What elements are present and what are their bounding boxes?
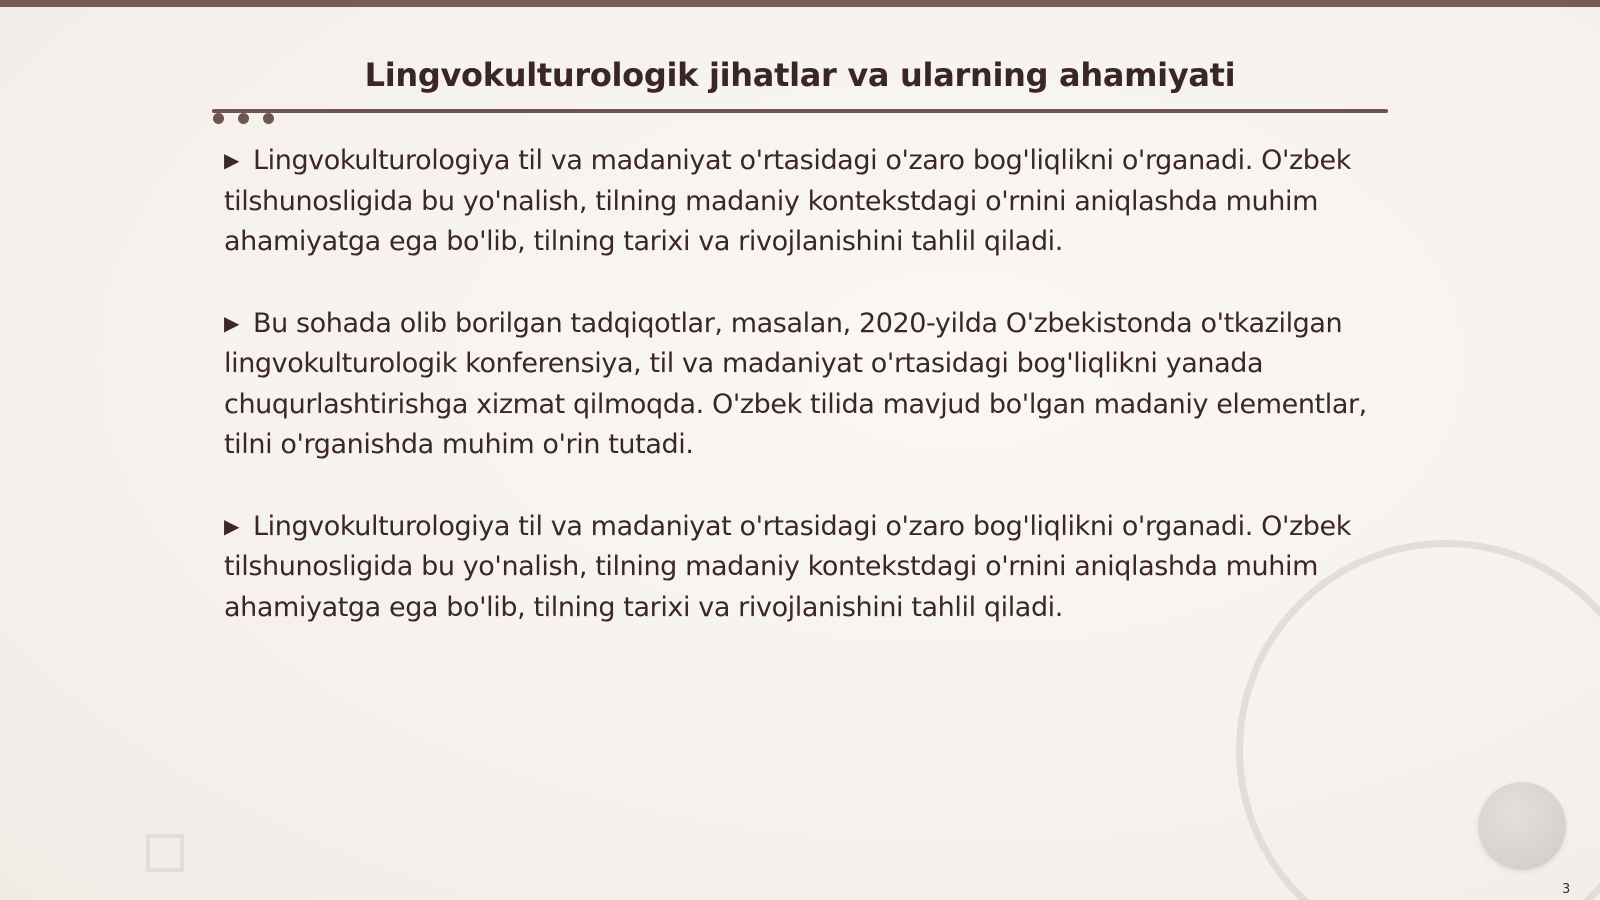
bullet-paragraph-text: Bu sohada olib borilgan tadqiqotlar, masalan, 2020-yilda O'zbekistonda o'tkazilgan lingvokulturologik konferensiya, til va madaniyat o'rtasidagi bog'liqlikni yanada chuqurlashtirishga xizmat qilmoqda. O'zbek tilida mavjud bo'lgan madaniy elementlar, tilni o'rganishda muhim o'rin tutadi. (224, 307, 1367, 460)
bullet-paragraph-1 (224, 140, 1384, 263)
slide-title: Lingvokulturologik jihatlar va ularning ahamiyati (364, 56, 1236, 94)
triangle-bullet-icon: ▶ (224, 513, 239, 538)
top-accent-band (0, 0, 1600, 7)
bullet-paragraph-text: Lingvokulturologiya til va madaniyat o'rtasidagi o'zaro bog'liqlikni o'rganadi. O'zbek tilshunosligida bu yo'nalish, tilning madaniy kontekstdagi o'rnini aniqlashda muhim ahamiyatga ega bo'lib, tilning tarixi va rivojlanishini tahlil qiladi. (224, 145, 1351, 257)
page-number: 3 (1562, 882, 1571, 897)
title-underline (212, 109, 1388, 113)
triangle-bullet-icon: ▶ (224, 310, 239, 335)
title-dot-2 (238, 113, 249, 124)
decorative-square (146, 834, 184, 872)
bullet-paragraph-2 (224, 303, 1384, 466)
title-dot-3 (263, 113, 274, 124)
decorative-sphere (1478, 782, 1566, 870)
slide-body (224, 140, 1384, 668)
bullet-paragraph-3 (224, 506, 1384, 629)
triangle-bullet-icon: ▶ (224, 148, 239, 172)
title-dot-1 (213, 113, 224, 124)
bullet-paragraph-text: Lingvokulturologiya til va madaniyat o'rtasidagi o'zaro bog'liqlikni o'rganadi. O'zbek tilshunosligida bu yo'nalish, tilning madaniy kontekstdagi o'rnini aniqlashda muhim ahamiyatga ega bo'lib, tilning tarixi va rivojlanishini tahlil qiladi. (224, 510, 1351, 623)
